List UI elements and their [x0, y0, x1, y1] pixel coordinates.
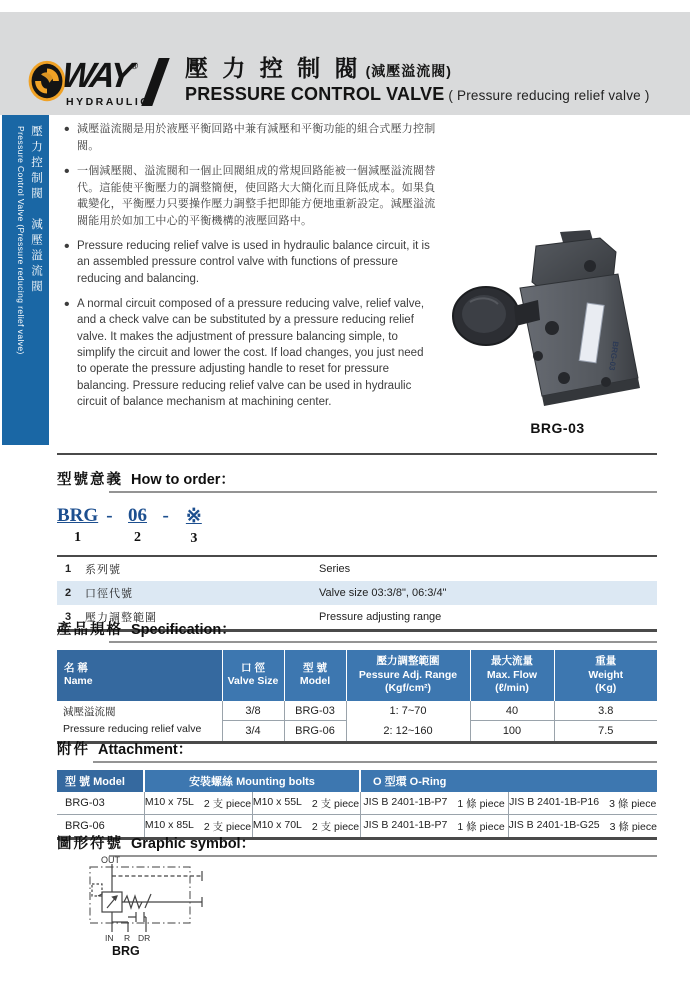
col-header-max-flow: 最大流量 Max. Flow (ℓ/min): [470, 650, 554, 701]
intro-bullet-zh-2: • 一個減壓閥、溢流閥和一個止回閥組成的常規回路能被一個減壓溢流閥替代。這能使平衡壓力的調整簡便，使回路大大簡化而且降低成本。如果負載變化，平衡壓力只要操作壓力調整手把即能方便地重新設定。減壓溢流閥能用於如加工中心的平衡機構的液壓回路中。: [64, 163, 446, 229]
bullet-icon: •: [64, 238, 70, 255]
product-photo: [440, 226, 675, 411]
intro-text: [64, 121, 446, 419]
how-to-order-heading: 型號意義 How to order：: [57, 472, 235, 488]
product-photo-block: [440, 226, 675, 436]
registered-mark: ®: [130, 61, 139, 71]
intro-bullet-zh-1: • 減壓溢流閥是用於液壓平衡回路中兼有減壓和平衡功能的組合式壓力控制閥。: [64, 121, 446, 154]
col-header-valve-size: 口 徑 Valve Size: [222, 650, 284, 701]
heading-rule: [93, 761, 657, 763]
divider-rule: [57, 453, 657, 455]
table-row: BRG-03 M10 x 75L 2 支 piece M10 x 55L 2 支 piece JIS B 2401-1B-P7 1 條 piece JIS B 2401-1B-P16 3 條 piece: [57, 792, 657, 815]
port-label-dr: DR: [138, 933, 151, 943]
table-header-row: [57, 650, 657, 701]
side-tab-en: Pressure Control Valve (Pressure reducing relief valve): [16, 126, 26, 355]
page-title-zh-sub: (減壓溢流閥): [365, 63, 452, 79]
model-code: [57, 505, 657, 547]
specification-heading: 產品規格 Specification：: [57, 622, 236, 638]
col-header-name: 名 稱 Name: [57, 650, 222, 701]
attachment-heading: 附件 Attachment：: [57, 742, 193, 758]
port-label-out: OUT: [101, 855, 120, 865]
col-header-weight: 重量 Weight (Kg): [554, 650, 657, 701]
port-label-in: IN: [105, 933, 114, 943]
col-header-pressure-range: 壓力調整範圍 Pessure Adj. Range (Kgf/cm²): [346, 650, 470, 701]
heading-rule: [109, 491, 657, 493]
model-code-dash: -: [162, 505, 169, 526]
col-header-model: 型 號 Model: [57, 770, 144, 792]
page-title-zh: 壓 力 控 制 閥 (減壓溢流閥): [185, 55, 452, 81]
side-tab-zh: 壓力控制閥 減壓溢流閥: [30, 125, 42, 296]
table-row: 2 口徑代號 Valve size 03:3/8", 06:3/4": [57, 581, 657, 605]
graphic-symbol-heading: 圖形符號 Graphic symbol：: [57, 836, 256, 852]
page-title-en: PRESSURE CONTROL VALVE ( Pressure reducing relief valve ): [185, 84, 650, 104]
hydraulic-symbol-block: [88, 854, 218, 963]
specification-table: [57, 650, 657, 744]
specification-section: [57, 618, 657, 744]
table-row: BRG-06 M10 x 85L 2 支 piece M10 x 70L 2 支 piece JIS B 2401-1B-P7 1 條 piece JIS B 2401-1B-G25 3 條 piece: [57, 815, 657, 839]
table-row: 3/4 BRG-06 2: 12~160 100 7.5: [57, 721, 657, 742]
model-code-size: 06 2: [128, 505, 148, 545]
bullet-icon: •: [64, 121, 70, 138]
cell-product-name: 減壓溢流閥 Pressure reducing relief valve: [57, 701, 222, 742]
product-caption: BRG-03: [530, 420, 585, 436]
svg-text:BRG-03: BRG-03: [607, 340, 621, 372]
bullet-icon: •: [64, 163, 70, 180]
table-row: 3 壓力調整範圍 Pressure adjusting range: [65, 611, 442, 624]
section-tab-vertical: [2, 115, 49, 445]
model-code-range: ※ 3: [185, 506, 202, 546]
intro-bullet-en-1: • Pressure reducing relief valve is used in hydraulic balance circuit, it is an assembled pressure control valve with functions of pressure reducing and balancing.: [64, 238, 430, 287]
attachment-table: [57, 770, 657, 840]
intro-bullet-en-2: • A normal circuit composed of a pressure reducing valve, relief valve, and a check valve can be substituted by a pressure reducing relief valve. It makes the adjustment of pressure balancing simple, to simplify the circuit and lower the cost. If load changes, you just need to operate the pressure adjusting handle to reset for pressure balancing. Pressure reducing relief valve can be used in hydraulic circuit of balance mechanism at machining center.: [64, 296, 430, 410]
table-row: 減壓溢流閥 Pressure reducing relief valve 3/8 BRG-03 1: 7~70 40 3.8: [57, 701, 657, 721]
brand-logo-text: WAY®: [59, 56, 139, 95]
model-code-series: BRG 1: [57, 505, 99, 545]
heading-rule: [109, 641, 657, 643]
how-to-order-section: [57, 468, 657, 632]
table-header-row: [57, 770, 657, 792]
col-header-mounting-bolts: 安裝螺絲 Mounting bolts: [144, 770, 360, 792]
bullet-icon: •: [64, 295, 70, 313]
hydraulic-symbol: [88, 854, 218, 958]
page-title-en-sub: ( Pressure reducing relief valve ): [444, 88, 650, 103]
attachment-section: [57, 738, 657, 840]
port-label-r: R: [124, 933, 131, 943]
table-row: 1 系列號 Series: [65, 563, 351, 576]
col-header-o-ring: O 型環 O-Ring: [360, 770, 657, 792]
symbol-model-label: BRG: [112, 944, 140, 958]
col-header-model: 型 號 Model: [284, 650, 346, 701]
model-code-dash: -: [106, 505, 113, 526]
intro-english-group: [64, 238, 430, 410]
brand-subtitle: HYDRAULIC: [66, 96, 151, 108]
